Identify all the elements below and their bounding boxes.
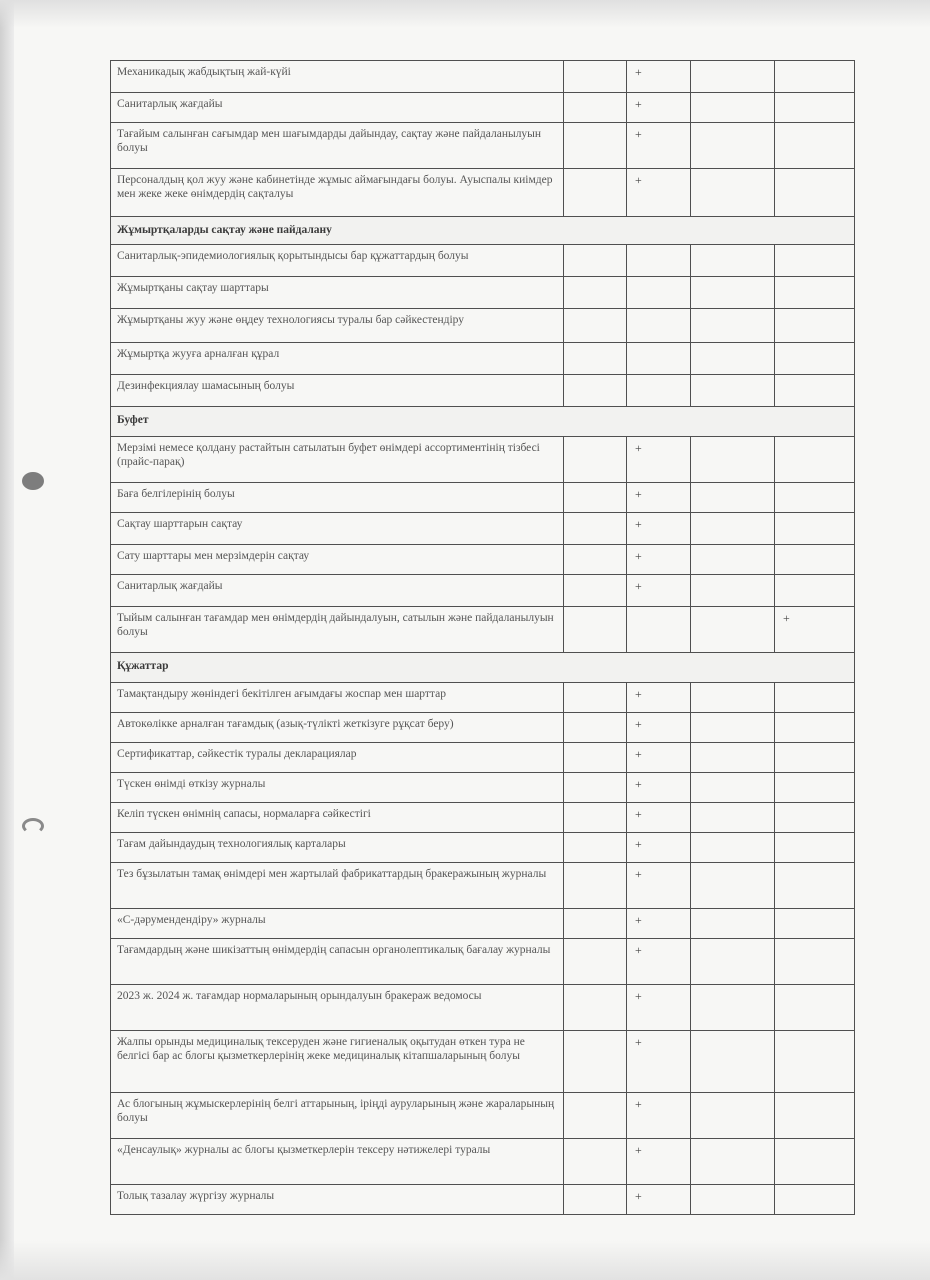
row-description: Түскен өнімді өткізу журналы [111, 773, 564, 803]
section-title: Буфет [111, 407, 855, 437]
col1-mark [564, 1185, 627, 1215]
row-description: Тыйым салынған тағамдар мен өнімдердің дайындалуын, сатылын және пайдаланылуын болуы [111, 607, 564, 653]
row-description: Сақтау шарттарын сақтау [111, 513, 564, 545]
col4-mark: + [775, 607, 855, 653]
col2-mark: + [627, 683, 691, 713]
table-row [111, 277, 855, 309]
col1-mark [564, 939, 627, 985]
col2-mark: + [627, 437, 691, 483]
col1-mark [564, 743, 627, 773]
row-description: Санитарлық жағдайы [111, 93, 564, 123]
col4-mark [775, 863, 855, 909]
col1-mark [564, 169, 627, 217]
col3-mark [691, 803, 775, 833]
col3-mark [691, 483, 775, 513]
section-header [111, 653, 855, 683]
row-description: «Денсаулық» журналы ас блогы қызметкерлерін тексеру нәтижелері туралы [111, 1139, 564, 1185]
col3-mark [691, 985, 775, 1031]
col1-mark [564, 863, 627, 909]
col1-mark [564, 909, 627, 939]
col4-mark [775, 309, 855, 343]
punch-hole-mark [22, 472, 44, 490]
col3-mark [691, 909, 775, 939]
col3-mark [691, 277, 775, 309]
col3-mark [691, 743, 775, 773]
table-row [111, 909, 855, 939]
row-description: Тамақтандыру жөніндегі бекітілген ағымдағы жоспар мен шарттар [111, 683, 564, 713]
col1-mark [564, 773, 627, 803]
col1-mark [564, 1031, 627, 1093]
col1-mark [564, 607, 627, 653]
row-description: Келіп түскен өнімнің сапасы, нормаларға сәйкестігі [111, 803, 564, 833]
col2-mark: + [627, 1185, 691, 1215]
col3-mark [691, 245, 775, 277]
col3-mark [691, 545, 775, 575]
col2-mark: + [627, 909, 691, 939]
col2-mark: + [627, 1139, 691, 1185]
row-description: Жұмыртқа жууға арналған құрал [111, 343, 564, 375]
col1-mark [564, 61, 627, 93]
table-row [111, 437, 855, 483]
row-description: Жалпы орынды медициналық тексеруден және гигиеналық оқытудан өткен тура не белгісі бар ас блогы қызметкерлерінің жеке медициналық кітапшаларының болуы [111, 1031, 564, 1093]
table-row [111, 833, 855, 863]
col3-mark [691, 123, 775, 169]
table-row [111, 939, 855, 985]
col2-mark: + [627, 939, 691, 985]
row-description: Толық тазалау жүргізу журналы [111, 1185, 564, 1215]
table-row [111, 713, 855, 743]
col4-mark [775, 743, 855, 773]
col3-mark [691, 1031, 775, 1093]
col3-mark [691, 833, 775, 863]
col1-mark [564, 309, 627, 343]
table-row [111, 743, 855, 773]
row-description: Сату шарттары мен мерзімдерін сақтау [111, 545, 564, 575]
table-row [111, 683, 855, 713]
table-row [111, 545, 855, 575]
col4-mark [775, 169, 855, 217]
col1-mark [564, 683, 627, 713]
col3-mark [691, 575, 775, 607]
col1-mark [564, 1093, 627, 1139]
inspection-checklist-table [110, 60, 855, 1215]
col3-mark [691, 1093, 775, 1139]
col3-mark [691, 863, 775, 909]
table-row [111, 61, 855, 93]
page-bottom-shadow [0, 1240, 930, 1280]
table-row [111, 169, 855, 217]
col4-mark [775, 245, 855, 277]
col2-mark: + [627, 773, 691, 803]
col4-mark [775, 483, 855, 513]
row-description: Автокөлікке арналған тағамдық (азық-түлікті жеткізуге рұқсат беру) [111, 713, 564, 743]
col4-mark [775, 375, 855, 407]
col2-mark: + [627, 169, 691, 217]
row-description: Мерзімі немесе қолдану растайтын сатылатын буфет өнімдері ассортиментінің тізбесі (прайс-парақ) [111, 437, 564, 483]
col3-mark [691, 1139, 775, 1185]
col2-mark: + [627, 833, 691, 863]
col4-mark [775, 1139, 855, 1185]
row-description: Тағам дайындаудың технологиялық карталары [111, 833, 564, 863]
col3-mark [691, 607, 775, 653]
col4-mark [775, 985, 855, 1031]
col3-mark [691, 513, 775, 545]
section-header [111, 217, 855, 245]
col3-mark [691, 713, 775, 743]
table-row [111, 123, 855, 169]
col1-mark [564, 803, 627, 833]
col2-mark: + [627, 1031, 691, 1093]
col1-mark [564, 245, 627, 277]
col3-mark [691, 93, 775, 123]
row-description: Баға белгілерінің болуы [111, 483, 564, 513]
col1-mark [564, 513, 627, 545]
row-description: Ас блогының жұмыскерлерінің белгі аттарының, іріңді ауруларының және жараларының болуы [111, 1093, 564, 1139]
col4-mark [775, 575, 855, 607]
col4-mark [775, 1093, 855, 1139]
table-row [111, 773, 855, 803]
table-row [111, 245, 855, 277]
page-top-shadow [0, 0, 930, 28]
col4-mark [775, 277, 855, 309]
table-row [111, 863, 855, 909]
section-title: Жұмыртқаларды сақтау және пайдалану [111, 217, 855, 245]
row-description: Тез бұзылатын тамақ өнімдері мен жартылай фабрикаттардың бракеражының журналы [111, 863, 564, 909]
table-row [111, 1139, 855, 1185]
row-description: «С-дәрумендендіру» журналы [111, 909, 564, 939]
row-description: Жұмыртқаны сақтау шарттары [111, 277, 564, 309]
col2-mark: + [627, 93, 691, 123]
col2-mark: + [627, 803, 691, 833]
col1-mark [564, 1139, 627, 1185]
col4-mark [775, 833, 855, 863]
col4-mark [775, 343, 855, 375]
col3-mark [691, 169, 775, 217]
col2-mark [627, 343, 691, 375]
col1-mark [564, 833, 627, 863]
col2-mark: + [627, 123, 691, 169]
col2-mark: + [627, 985, 691, 1031]
table-row [111, 607, 855, 653]
col2-mark: + [627, 545, 691, 575]
row-description: Тағамдардың және шикізаттың өнімдердің сапасын органолептикалық бағалау журналы [111, 939, 564, 985]
col1-mark [564, 437, 627, 483]
table-row [111, 483, 855, 513]
col2-mark: + [627, 863, 691, 909]
col4-mark [775, 803, 855, 833]
col3-mark [691, 1185, 775, 1215]
col4-mark [775, 545, 855, 575]
col4-mark [775, 773, 855, 803]
row-description: Персоналдың қол жуу және кабинетінде жұмыс аймағындағы болуы. Ауыспалы киімдер мен жеке жеке өнімдердің сақталуы [111, 169, 564, 217]
col3-mark [691, 343, 775, 375]
col2-mark [627, 375, 691, 407]
col3-mark [691, 61, 775, 93]
row-description: Механикадық жабдықтың жай-күйі [111, 61, 564, 93]
col1-mark [564, 985, 627, 1031]
table-row [111, 375, 855, 407]
col1-mark [564, 545, 627, 575]
row-description: 2023 ж. 2024 ж. тағамдар нормаларының орындалуын бракераж ведомосы [111, 985, 564, 1031]
table-row [111, 1093, 855, 1139]
col2-mark [627, 607, 691, 653]
row-description: Сертификаттар, сәйкестік туралы декларациялар [111, 743, 564, 773]
staple-mark [22, 818, 44, 834]
col2-mark: + [627, 61, 691, 93]
col1-mark [564, 123, 627, 169]
col4-mark [775, 437, 855, 483]
section-header [111, 407, 855, 437]
col4-mark [775, 939, 855, 985]
col3-mark [691, 773, 775, 803]
page-left-shadow [0, 0, 14, 1280]
table-row [111, 1031, 855, 1093]
section-title: Құжаттар [111, 653, 855, 683]
col3-mark [691, 309, 775, 343]
col2-mark: + [627, 713, 691, 743]
col4-mark [775, 909, 855, 939]
table-row [111, 803, 855, 833]
row-description: Санитарлық-эпидемиологиялық қорытындысы бар құжаттардың болуы [111, 245, 564, 277]
col3-mark [691, 683, 775, 713]
table-row [111, 513, 855, 545]
col1-mark [564, 575, 627, 607]
table-row [111, 985, 855, 1031]
table-row [111, 343, 855, 375]
col3-mark [691, 437, 775, 483]
col1-mark [564, 375, 627, 407]
row-description: Дезинфекциялау шамасының болуы [111, 375, 564, 407]
col4-mark [775, 713, 855, 743]
table-row [111, 575, 855, 607]
col2-mark [627, 277, 691, 309]
col4-mark [775, 513, 855, 545]
col2-mark [627, 245, 691, 277]
col1-mark [564, 277, 627, 309]
table-row [111, 309, 855, 343]
col2-mark: + [627, 743, 691, 773]
row-description: Жұмыртқаны жуу және өңдеу технологиясы туралы бар сәйкестендіру [111, 309, 564, 343]
col4-mark [775, 1031, 855, 1093]
row-description: Тағайым салынған сағымдар мен шағымдарды дайындау, сақтау және пайдаланылуын болуы [111, 123, 564, 169]
col1-mark [564, 343, 627, 375]
col4-mark [775, 93, 855, 123]
col2-mark: + [627, 483, 691, 513]
col2-mark: + [627, 1093, 691, 1139]
col4-mark [775, 123, 855, 169]
table-row [111, 93, 855, 123]
col1-mark [564, 713, 627, 743]
col4-mark [775, 61, 855, 93]
col3-mark [691, 375, 775, 407]
col2-mark: + [627, 513, 691, 545]
col2-mark: + [627, 575, 691, 607]
col3-mark [691, 939, 775, 985]
col4-mark [775, 1185, 855, 1215]
table-row [111, 1185, 855, 1215]
row-description: Санитарлық жағдайы [111, 575, 564, 607]
col1-mark [564, 93, 627, 123]
col1-mark [564, 483, 627, 513]
col2-mark [627, 309, 691, 343]
col4-mark [775, 683, 855, 713]
